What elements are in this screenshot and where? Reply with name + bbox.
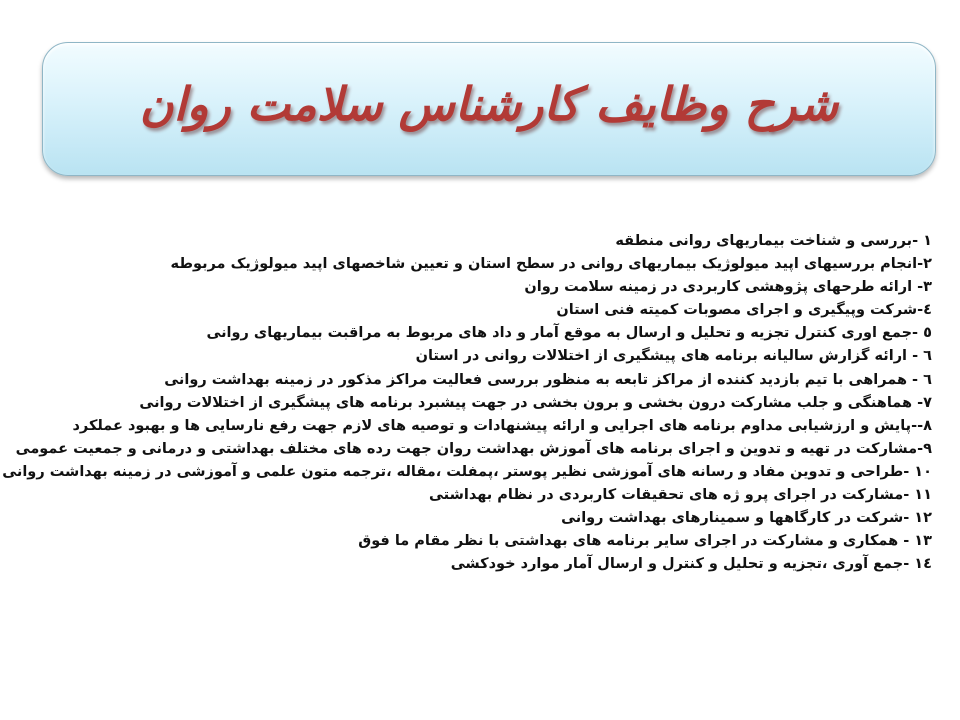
duty-item-12: ١١ -مشارکت در اجرای پرو ژه های تحقیقات کاربردی در نظام بهداشتی: [429, 487, 932, 504]
duty-item-8: ٧- هماهنگی و جلب مشارکت درون بخشی و برون بخشی در جهت پیشبرد برنامه های پیشگیری از اختلالات روانی: [139, 394, 932, 411]
duty-list: [2, 230, 932, 576]
duty-item-1: ١ -بررسی و شناخت بیماریهای روانی منطقه: [615, 233, 932, 249]
duty-item-14: ١٣ - همکاری و مشارکت در اجرای سایر برنامه های بهداشتی با نظر مقام ما فوق: [358, 533, 932, 550]
duty-item-6: ٦ - ارائه گزارش سالیانه برنامه های پیشگیری از اختلالات روانی در استان: [415, 348, 932, 365]
duty-item-5: ٥ -جمع اوری کنترل تجزیه و تحلیل و ارسال به موقع آمار و داد های مربوط به مراقبت بیماریهای روانی: [206, 325, 932, 342]
page-title: شرح وظایف کارشناس سلامت روان: [139, 77, 839, 131]
duty-item-4: ٤-شرکت وپیگیری و اجرای مصوبات کمیته فنی استان: [556, 302, 932, 319]
duty-item-11: ١٠ -طراحی و تدوین مفاد و رسانه های آموزشی نظیر پوستر ،پمفلت ،مقاله ،ترجمه متون علمی و آموزشی در زمینه بهداشت روانی: [2, 463, 932, 480]
title-banner: [42, 42, 936, 176]
duty-item-2: ٢-انجام بررسیهای اپید میولوژیک بیماریهای روانی در سطح استان و تعیین شاخصهای اپید میولوژیک مربوطه: [170, 256, 932, 273]
duty-item-13: ١٢ -شرکت در کارگاهها و سمینارهای بهداشت روانی: [561, 510, 932, 527]
duty-item-15: ١٤ -جمع آوری ،تجزیه و تحلیل و کنترل و ارسال آمار موارد خودکشی: [450, 556, 932, 573]
duty-item-7: ٦ - همراهی با تیم بازدید کننده از مراکز تابعه به منظور بررسی فعالیت مراکز مذکور در زمینه بهداشت روانی: [164, 371, 932, 388]
duty-item-3: ٣- ارائه طرحهای پژوهشی کاربردی در زمینه سلامت روان: [524, 279, 932, 296]
duty-item-9: ٨--پایش و ارزشیابی مداوم برنامه های اجرایی و ارائه پیشنهادات و توصیه های لازم جهت رفع نارسایی ها و بهبود عملکرد: [72, 417, 932, 434]
duty-item-10: ٩-مشارکت در تهیه و تدوین و اجرای برنامه های آموزش بهداشت روان جهت رده های مختلف بهداشتی و درمانی و جمعیت عمومی: [15, 440, 932, 457]
